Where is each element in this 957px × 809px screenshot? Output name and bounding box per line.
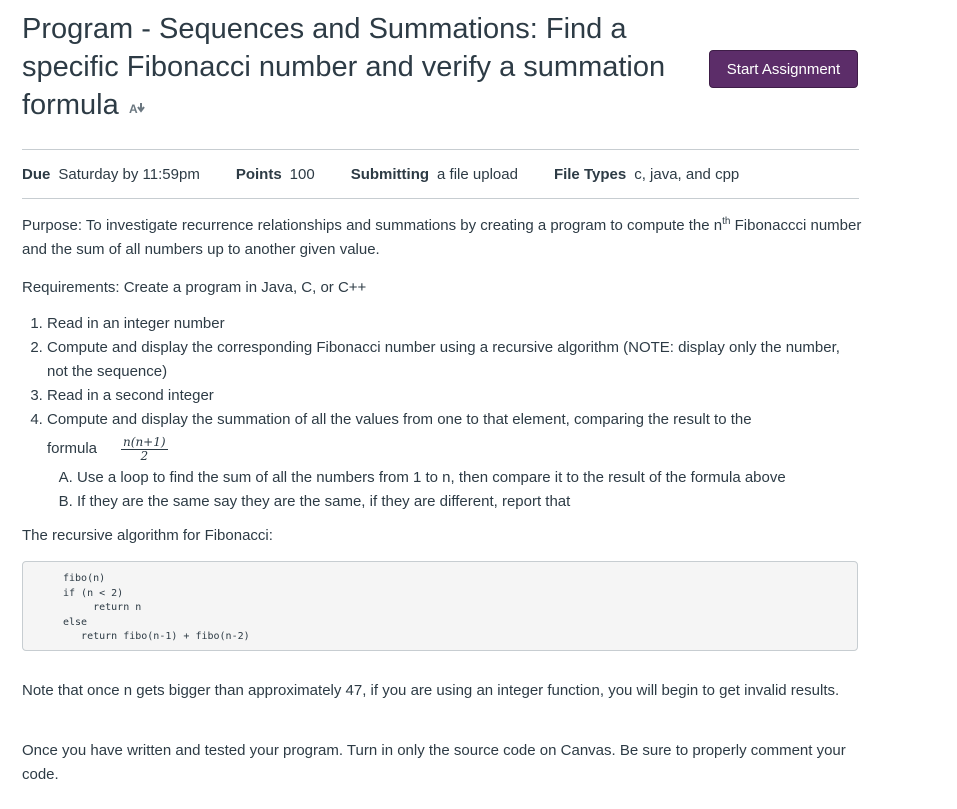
file-types-value: c, java, and cpp [634, 165, 740, 183]
assignment-details [22, 149, 859, 199]
formula-numerator: n(n+1) [123, 434, 166, 449]
requirements-list [22, 312, 847, 514]
list-item [47, 408, 847, 514]
list-item: 3. Read in a second integer [47, 384, 847, 408]
code-block: fibo(n) if (n < 2) return n else return fibo(n-1) + fibo(n-2) [22, 561, 858, 651]
points-info [236, 166, 315, 183]
file-types-label: File Types [553, 165, 627, 183]
due-label: Due [22, 165, 51, 183]
list-item: 1. Read in an integer number [47, 312, 847, 336]
sub-list-item: B. If they are the same say they are the same, if they are different, report that [77, 490, 847, 514]
sub-list-item: A. Use a loop to find the sum of all the numbers from 1 to n, then compare it to the result of the formula above [77, 466, 847, 490]
immersive-reader-icon[interactable] [129, 87, 149, 125]
sub-requirements-list [47, 466, 847, 514]
purpose-text-start: Purpose: To investigate recurrence relationships and summations by creating a program to compute the n [22, 217, 723, 234]
list-item: 2. Compute and display the corresponding Fibonacci number using a recursive algorithm (NOTE: display only the number, not the sequence) [47, 336, 847, 384]
recursive-heading: The recursive algorithm for Fibonacci: [22, 527, 273, 544]
start-assignment-button[interactable]: Start Assignment [709, 50, 858, 88]
due-value: Saturday by 11:59pm [58, 165, 200, 183]
svg-text:A: A [128, 102, 138, 116]
purpose-paragraph [22, 214, 862, 262]
points-label: Points [235, 165, 282, 183]
submitting-value: a file upload [437, 165, 518, 183]
page-title [22, 10, 682, 125]
purpose-text-end: Fibonaccci number and the sum of all numbers up to another given value. [22, 217, 862, 258]
formula-line [47, 432, 847, 466]
submitting-info [351, 166, 518, 183]
formula-label: formula [47, 440, 98, 457]
purpose-superscript: th [722, 216, 731, 227]
summation-formula [121, 436, 168, 463]
points-value: 100 [289, 165, 315, 183]
formula-denominator: 2 [140, 448, 149, 463]
file-types-info [554, 166, 739, 183]
assignment-title: Program - Sequences and Summations: Find a specific Fibonacci number and verify a summation formula [22, 13, 666, 121]
instructions-paragraph: Once you have written and tested your program. Turn in only the source code on Canvas. Be sure to properly comment your code. [22, 742, 846, 783]
list-item-text: Compute and display the summation of all the values from one to that element, comparing the result to the [47, 411, 752, 428]
note-paragraph: Note that once n gets bigger than approximately 47, if you are using an integer function, you will begin to get invalid results. [22, 682, 840, 699]
requirements-paragraph: Requirements: Create a program in Java, C, or C++ [22, 279, 367, 296]
due-info [22, 166, 200, 183]
submitting-label: Submitting [350, 165, 430, 183]
